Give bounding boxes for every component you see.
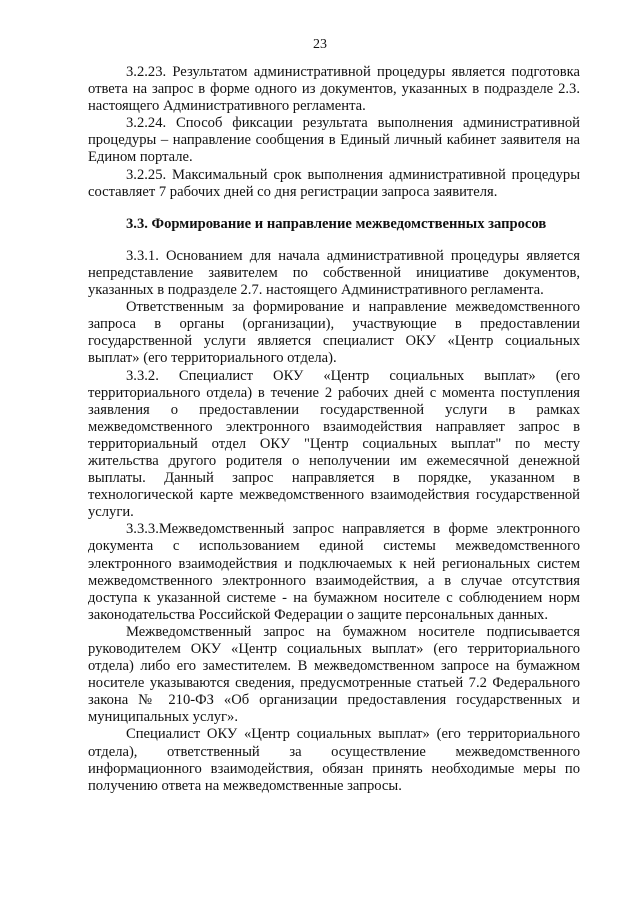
paragraph-3-3-3: 3.3.3.Межведомственный запрос направляется в форме электронного документа с использованием единой системы межведомственного электронного взаимодействия и подключаемых к ней региональных систем межведомственного электронного взаимодействия, а в случае отсутствия доступа к указанной системе - на бумажном носителе с соблюдением норм законодательства Российской Федерации о защите персональных данных. <box>88 521 580 623</box>
paragraph-3-2-25: 3.2.25. Максимальный срок выполнения административной процедуры составляет 7 рабочих дней со дня регистрации запроса заявителя. <box>88 166 580 200</box>
paragraph-3-3-2: 3.3.2. Специалист ОКУ «Центр социальных выплат» (его территориального отдела) в течение 2 рабочих дней с момента поступления заявления о предоставлении государственной услуги в рамках межведомственного электронного взаимодействия направляет запрос в территориальный отдел ОКУ "Центр социальных выплат" по месту жительства другого родителя о неполучении им ежемесячной денежной выплаты. Данный запрос направляется в порядке, указанном в технологической карте межведомственного взаимодействия государственной услуги. <box>88 367 580 521</box>
paragraph-3-2-23: 3.2.23. Результатом административной процедуры является подготовка ответа на запрос в форме одного из документов, указанных в подразделе 2.3. настоящего Административного регламента. <box>88 64 580 115</box>
paragraph-3-2-24: 3.2.24. Способ фиксации результата выполнения административной процедуры – направление сообщения в Единый личный кабинет заявителя на Едином портале. <box>88 115 580 166</box>
paragraph-3-3-1: 3.3.1. Основанием для начала административной процедуры является непредставление заявителем по собственной инициативе документов, указанных в подразделе 2.7. настоящего Административного регламента. <box>88 247 580 299</box>
document-body <box>88 64 580 795</box>
section-heading-3-3: 3.3. Формирование и направление межведомственных запросов <box>126 215 547 232</box>
paragraph-responsible: Ответственным за формирование и направление межведомственного запроса в органы (организации), участвующие в предоставлении государственной услуги является специалист ОКУ «Центр социальных выплат» (его территориального отдела). <box>88 299 580 367</box>
paragraph-specialist: Специалист ОКУ «Центр социальных выплат» (его территориального отдела), ответственный за осуществление межведомственного информационного взаимодействия, обязан принять необходимые меры по получению ответа на межведомственные запросы. <box>88 726 580 794</box>
page-number: 23 <box>313 37 327 52</box>
paragraph-paper-request: Межведомственный запрос на бумажном носителе подписывается руководителем ОКУ «Центр социальных выплат» (его территориального отдела) либо его заместителем. В межведомственном запросе на бумажном носителе указываются сведения, предусмотренные статьей 7.2 Федерального закона № 210-ФЗ «Об организации предоставления государственных и муниципальных услуг». <box>88 623 580 726</box>
